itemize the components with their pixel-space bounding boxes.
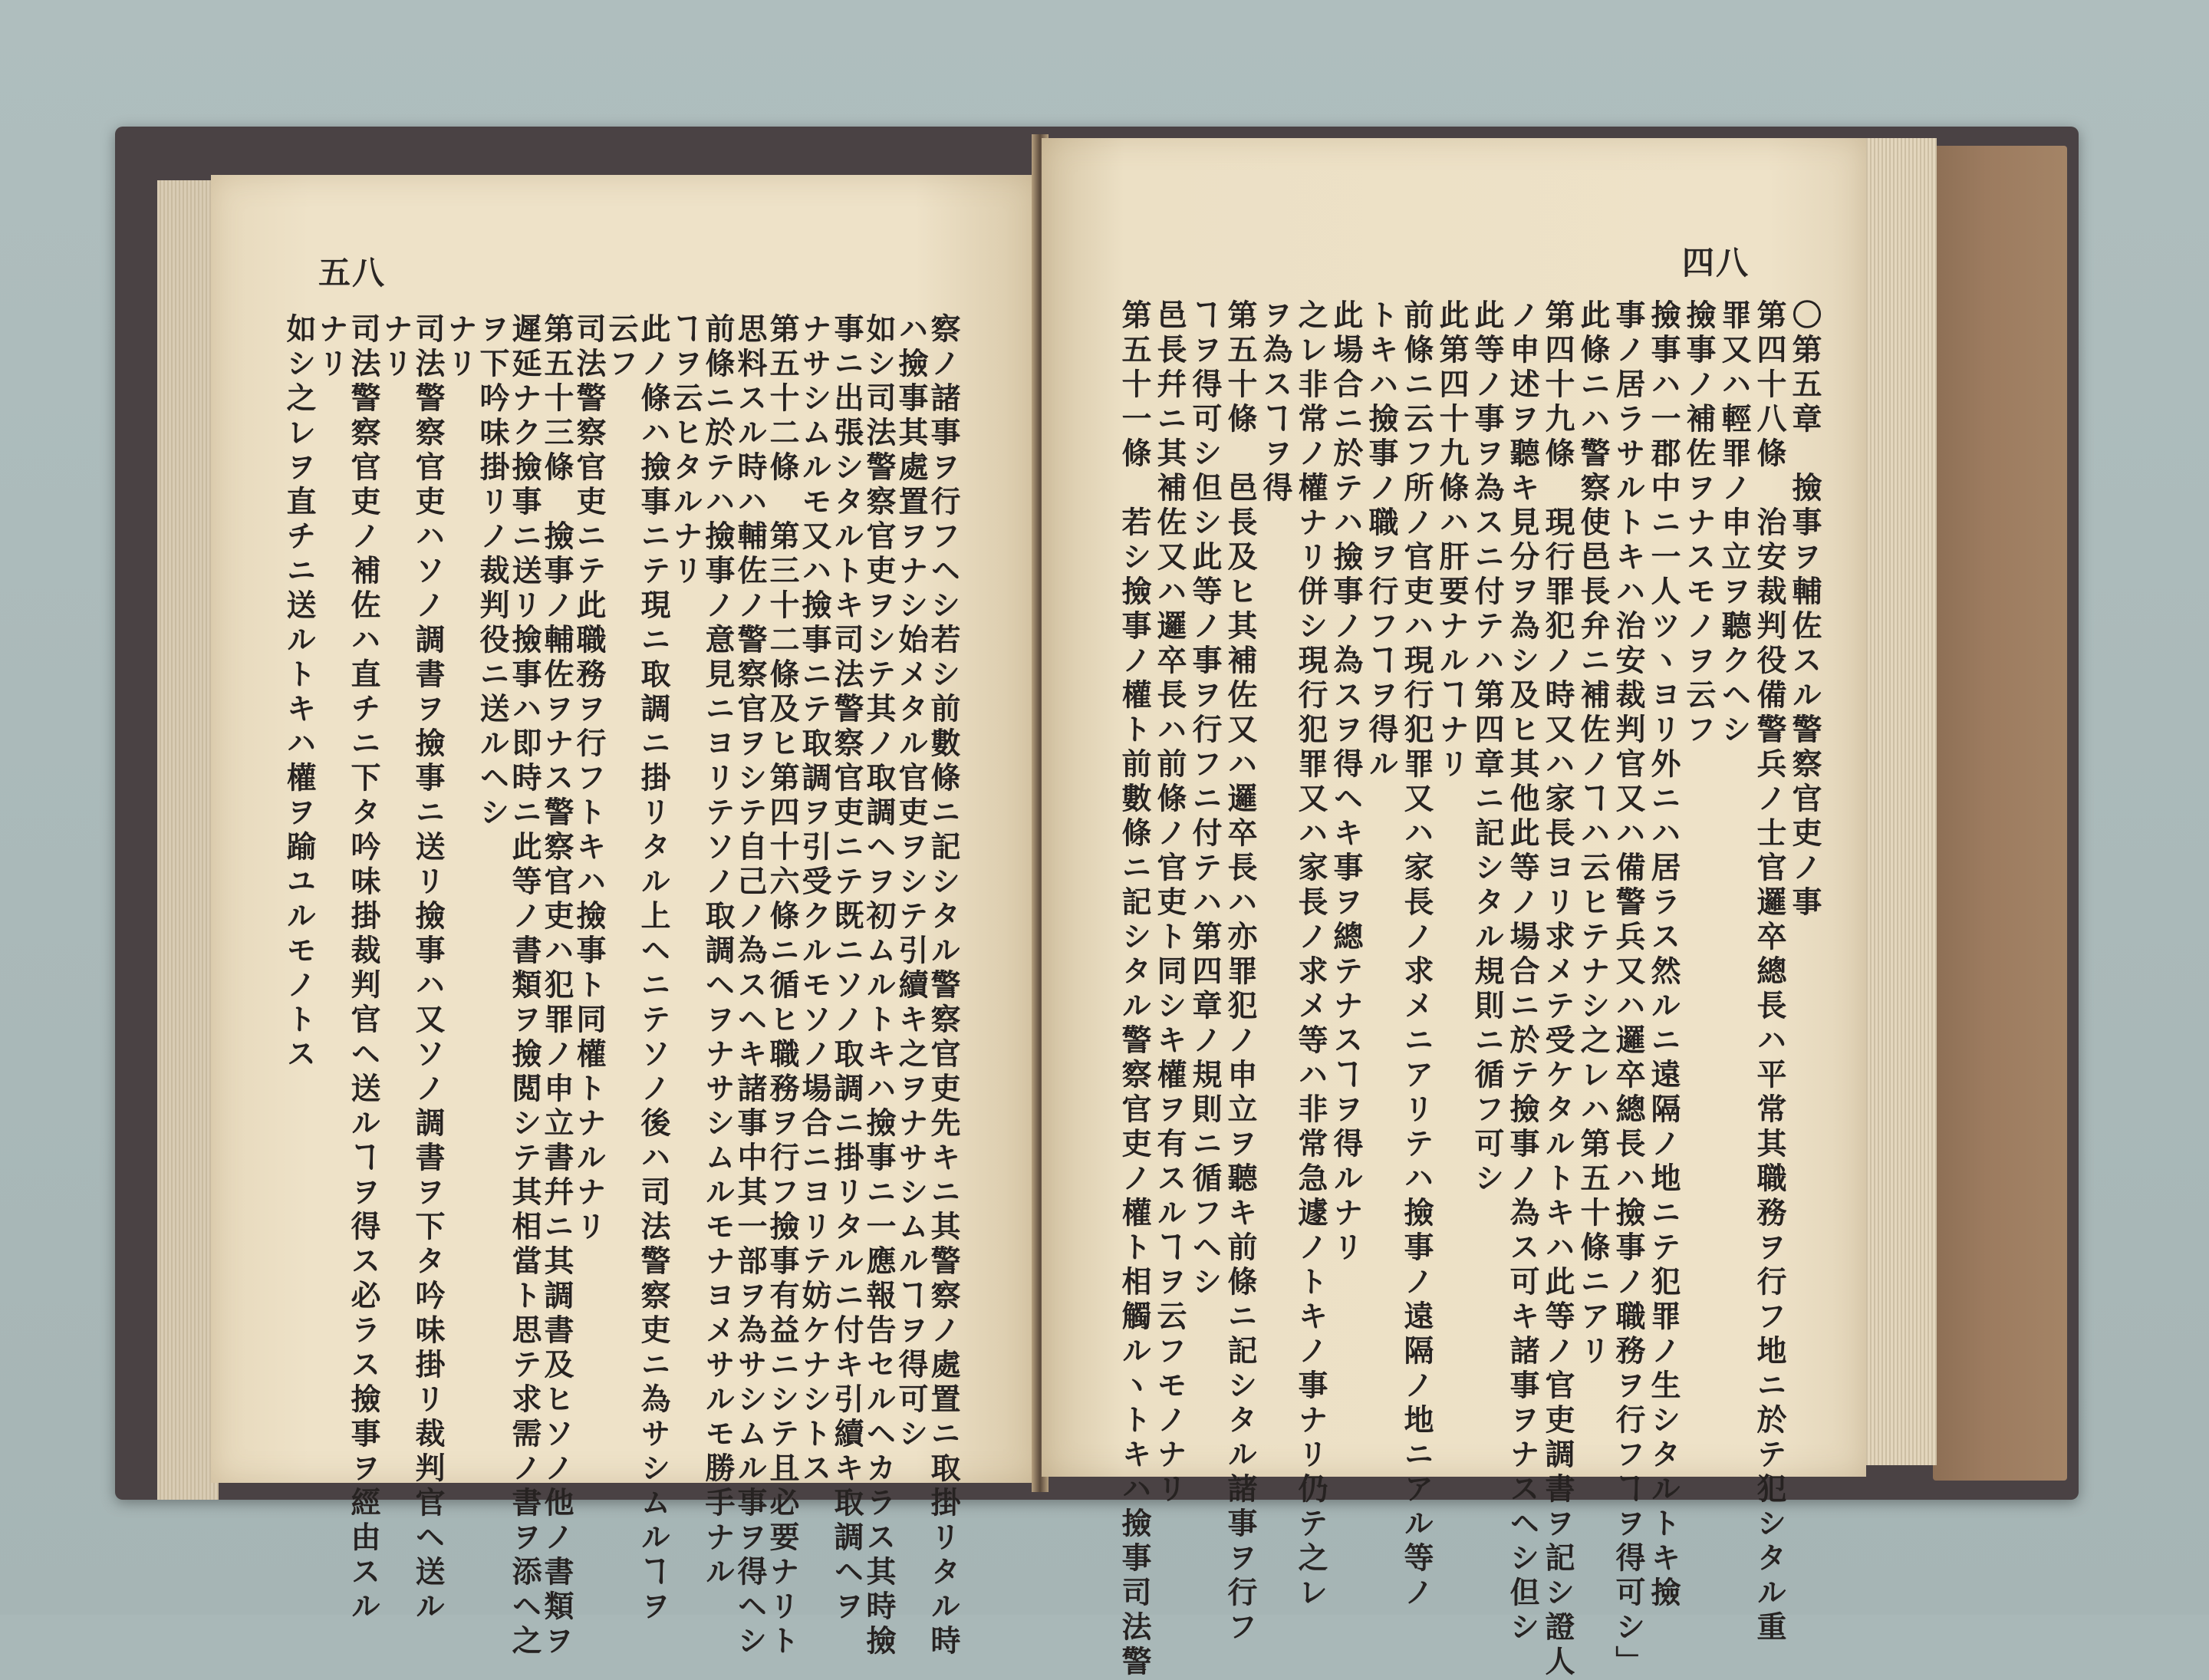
text-column: ヲ下吟味掛リノ裁判役ニ送ルヘシ xyxy=(475,313,510,831)
text-column: ナリ xyxy=(314,313,349,382)
text-column: 此場合ニ於テハ撿事ノ為スヲ得ヘキ事ヲ總テナスヿヲ得ルナリ xyxy=(1328,299,1364,1266)
text-column: 司法警察官吏ハソノ調書ヲ撿事ニ送リ撿事ハ又ソノ調書ヲ下タ吟味掛リ裁判官ヘ送ル xyxy=(410,313,446,1625)
text-column: 撿事ノ補佐ヲナスモノヲ云フ xyxy=(1681,299,1717,748)
text-column: ナサシムルモ又ハ撿事ニテ取調ヲ引受クルモソノ場合ニヨリテ妨ケナシトス xyxy=(797,313,832,1487)
text-column: 如シ之レヲ直チニ送ルトキハ權ヲ踰ユルモノトス xyxy=(281,313,317,1072)
text-column: 罪又ハ輕罪ノ申立ヲ聽クヘシ xyxy=(1717,299,1752,748)
text-column: 邑長幷ニ其補佐又ハ邏卒長ハ前條ノ官吏ト同シキ權ヲ有スルヿヲ云フモノナリ xyxy=(1152,299,1187,1507)
text-column: 撿事ハ一郡中ニ一人ツヽヨリ外ニハ居ラス然ルニ遠隔ノ地ニテ犯罪ノ生シタルトキ撿 xyxy=(1646,299,1681,1611)
text-column: 之レ非常ノ權ナリ併シ現行犯罪又ハ家長ノ求メ等ハ非常急遽ノトキノ事ナリ仍テ之レ xyxy=(1293,299,1328,1611)
text-column: ナリ xyxy=(443,313,478,382)
text-column: 此條ニハ警察使邑長弁ニ補佐ノヿハ云ヒテナシ之レハ第五十條ニアリ xyxy=(1575,299,1611,1369)
text-column: ヿヲ得可シ但シ此等ノ事ヲ行フニ付テハ第四章ノ規則ニ循フヘシ xyxy=(1187,299,1223,1300)
text-column: 云フ xyxy=(604,313,639,382)
text-column: 思料スル時ハ輔佐ノ警察官ヲシテ自己ノ為スヘキ諸事中其一部ヲ為サシムル事ヲ得ヘシ xyxy=(732,313,768,1659)
text-column: ハ撿事其處置ヲナシ始メタル官吏ヲシテ引續キ之ヲナサシムルヿヲ得可シ xyxy=(894,313,929,1452)
text-column: 第五十條 邑長及ヒ其補佐又ハ邏卒長ハ亦罪犯ノ申立ヲ聽キ前條ニ記シタル諸事ヲ行フ xyxy=(1223,299,1258,1645)
text-column: 事ノ居ラサルトキハ治安裁判官又ハ備警兵又ハ邏卒總長ハ撿事ノ職務ヲ行フヿヲ得可シ」 xyxy=(1611,299,1646,1680)
right-page xyxy=(1042,138,1866,1680)
text-column: 〇第五章 撿事ヲ輔佐スル警察官吏ノ事 xyxy=(1787,299,1822,921)
right-page-number: 四八 xyxy=(1682,244,1750,282)
text-column: ノ申述ヲ聽キ見分ヲ為シ及ヒ其他此等ノ場合ニ於テ撿事ノ為ス可キ諸事ヲナスヘシ但シ xyxy=(1505,299,1540,1645)
book-board-right xyxy=(1933,146,2067,1481)
text-column: ヿヲ云ヒタルナリ xyxy=(668,313,703,589)
text-column: 第四十八條 治安裁判役備警兵ノ士官邏卒總長ハ平常其職務ヲ行フ地ニ於テ犯シタル重 xyxy=(1752,299,1787,1645)
text-column: 第四十九條 現行罪犯ノ時又ハ家長ヨリ求メテ受ケタルトキハ此等ノ官吏調書ヲ記シ證人 xyxy=(1540,299,1575,1680)
text-column: 前條ニ於テハ撿事ノ意見ニヨリテソノ取調ヘヲナサシムルモナヨメサルモ勝手ナル xyxy=(700,313,736,1590)
text-column: 察ノ諸事ヲ行フヘシ若シ前數條ニ記シタル警察官吏先キニ其警察ノ處置ニ取掛リタル時 xyxy=(926,313,961,1659)
text-column: 如シ司法警察官吏ヲシテ其ノ取調ヘヲ初ムルトキハ撿事ニ一應報告セルヘカラス其時撿 xyxy=(861,313,897,1659)
text-column: 遲延ナク撿事ニ送リ撿事ハ即時ニ此等ノ書類ヲ撿閲シテ其相當ト思テ求需ノ書ヲ添ヘ之 xyxy=(507,313,542,1659)
text-column: 第五十一條 若シ撿事ノ權ト前數條ニ記シタル警察官吏ノ權ト相觸ルヽトキハ撿事司法警 xyxy=(1117,299,1152,1680)
text-column: 此等ノ事ヲ為スニ付テハ第四章ニ記シタル規則ニ循フ可シ xyxy=(1470,299,1505,1197)
text-column: 事ニ出張シタルトキ司法警察官吏ニテ既ニソノ取調ニ掛リタルニ付キ引續キ取調ヘヲ xyxy=(829,313,864,1625)
page-edges-left xyxy=(157,180,219,1500)
text-column: ナリ xyxy=(378,313,413,382)
text-column: 第五十三條 撿事ノ輔佐ヲナス警察官吏ハ犯罪ノ申立書幷ニ其調書及ヒソノ他ノ書類ヲ xyxy=(539,313,574,1659)
left-page-number: 五八 xyxy=(318,254,387,292)
text-column: 司法警察官吏ノ補佐ハ直チニ下タ吟味掛裁判官ヘ送ルヿヲ得ス必ラス撿事ヲ經由スル xyxy=(346,313,381,1625)
text-column: ヲ為スヿヲ得 xyxy=(1258,299,1293,506)
text-column: 前條ニ云フ所ノ官吏ハ現行犯罪又ハ家長ノ求メニアリテハ撿事ノ遠隔ノ地ニアル等ノ xyxy=(1399,299,1434,1611)
page-edges-right xyxy=(1864,138,1937,1465)
left-page xyxy=(211,175,1039,1659)
text-column: 司法警察官吏ニテ此職務ヲ行フトキハ撿事ト同權トナルナリ xyxy=(571,313,607,1245)
text-column: 此ノ條ハ撿事ニテ現ニ取調ニ掛リタル上ヘニテソノ後ハ司法警察吏ニ為サシムルヿヲ xyxy=(636,313,671,1625)
text-column: 第五十二條 第三十二條及ヒ第四十六條ニ循ヒ職務ヲ行フ撿事有益ニシテ且必要ナリト xyxy=(765,313,800,1659)
text-column: 此第四十九條ハ肝要ナルヿナリ xyxy=(1434,299,1470,782)
text-column: トキハ撿事ノ職ヲ行フヿヲ得ル xyxy=(1364,299,1399,782)
